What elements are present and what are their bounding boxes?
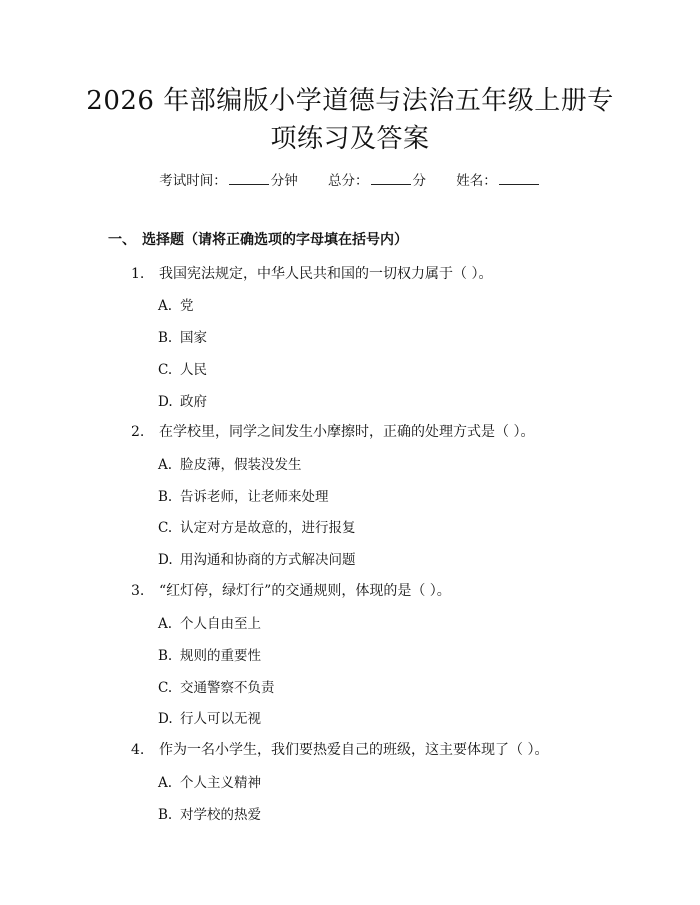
option: [158, 803, 261, 823]
option-text: 政府: [180, 394, 207, 410]
option-letter: B.: [158, 648, 173, 664]
option-text: 个人自由至上: [180, 616, 261, 632]
option: [158, 453, 302, 473]
question-number: 2.: [131, 424, 145, 440]
option: [158, 326, 207, 346]
total-score-unit: 分: [412, 173, 426, 189]
option-letter: D.: [158, 552, 173, 568]
title-line-1: 2026 年部编版小学道德与法治五年级上册专: [86, 86, 614, 116]
option-text: 党: [180, 298, 194, 314]
student-name: [456, 169, 541, 189]
option-text: 脸皮薄，假装没发生: [180, 457, 302, 473]
option: [158, 612, 261, 632]
student-name-label: 姓名：: [456, 173, 497, 189]
option-letter: A.: [158, 616, 173, 632]
option-text: 告诉老师，让老师来处理: [180, 489, 329, 505]
option-letter: D.: [158, 711, 173, 727]
question-text: 作为一名小学生，我们要热爱自己的班级，这主要体现了（ ）。: [159, 742, 549, 758]
question: [131, 421, 534, 441]
total-score-blank: [371, 183, 411, 185]
total-score-label: 总分：: [328, 173, 369, 189]
option-text: 规则的重要性: [180, 648, 261, 664]
section-title: 选择题（请将正确选项的字母填在括号内）: [142, 232, 408, 248]
option-text: 人民: [180, 362, 207, 378]
question-text: “红灯停，绿灯行”的交通规则，体现的是（ ）。: [159, 583, 451, 599]
option-text: 交通警察不负责: [180, 680, 275, 696]
option-text: 用沟通和协商的方式解决问题: [180, 552, 356, 568]
option: [158, 548, 356, 568]
total-score: [328, 169, 426, 189]
option-letter: B.: [158, 330, 173, 346]
option-text: 对学校的热爱: [180, 807, 261, 823]
option-letter: B.: [158, 489, 173, 505]
exam-time: [159, 169, 298, 189]
option-text: 认定对方是故意的，进行报复: [180, 520, 356, 536]
option-text: 国家: [180, 330, 207, 346]
option-text: 个人主义精神: [180, 775, 261, 791]
question: [131, 580, 451, 600]
exam-time-label: 考试时间：: [159, 173, 227, 189]
exam-time-blank: [229, 183, 269, 185]
option-letter: C.: [158, 362, 173, 378]
section-heading: [108, 229, 408, 249]
option: [158, 485, 329, 505]
question-number: 1.: [131, 266, 145, 282]
question-text: 我国宪法规定，中华人民共和国的一切权力属于（ ）。: [159, 266, 493, 282]
option-letter: A.: [158, 457, 173, 473]
option: [158, 707, 261, 727]
option-letter: D.: [158, 394, 173, 410]
title-line-2: 项练习及答案: [270, 124, 430, 154]
page-title: [60, 82, 640, 158]
option-letter: C.: [158, 680, 173, 696]
option: [158, 516, 356, 536]
question-number: 3.: [131, 583, 145, 599]
question: [131, 739, 548, 759]
question-text: 在学校里，同学之间发生小摩擦时，正确的处理方式是（ ）。: [159, 424, 535, 440]
student-name-blank: [499, 183, 539, 185]
option-letter: A.: [158, 298, 173, 314]
option-text: 行人可以无视: [180, 711, 261, 727]
option-letter: C.: [158, 520, 173, 536]
option-letter: B.: [158, 807, 173, 823]
question-number: 4.: [131, 742, 145, 758]
option: [158, 294, 194, 314]
section-number: 一、: [108, 232, 136, 248]
option: [158, 676, 275, 696]
option-letter: A.: [158, 775, 173, 791]
option: [158, 390, 207, 410]
exam-time-unit: 分钟: [270, 173, 298, 189]
option: [158, 358, 207, 378]
option: [158, 644, 261, 664]
question: [131, 263, 492, 283]
option: [158, 771, 261, 791]
exam-info: [0, 169, 700, 189]
